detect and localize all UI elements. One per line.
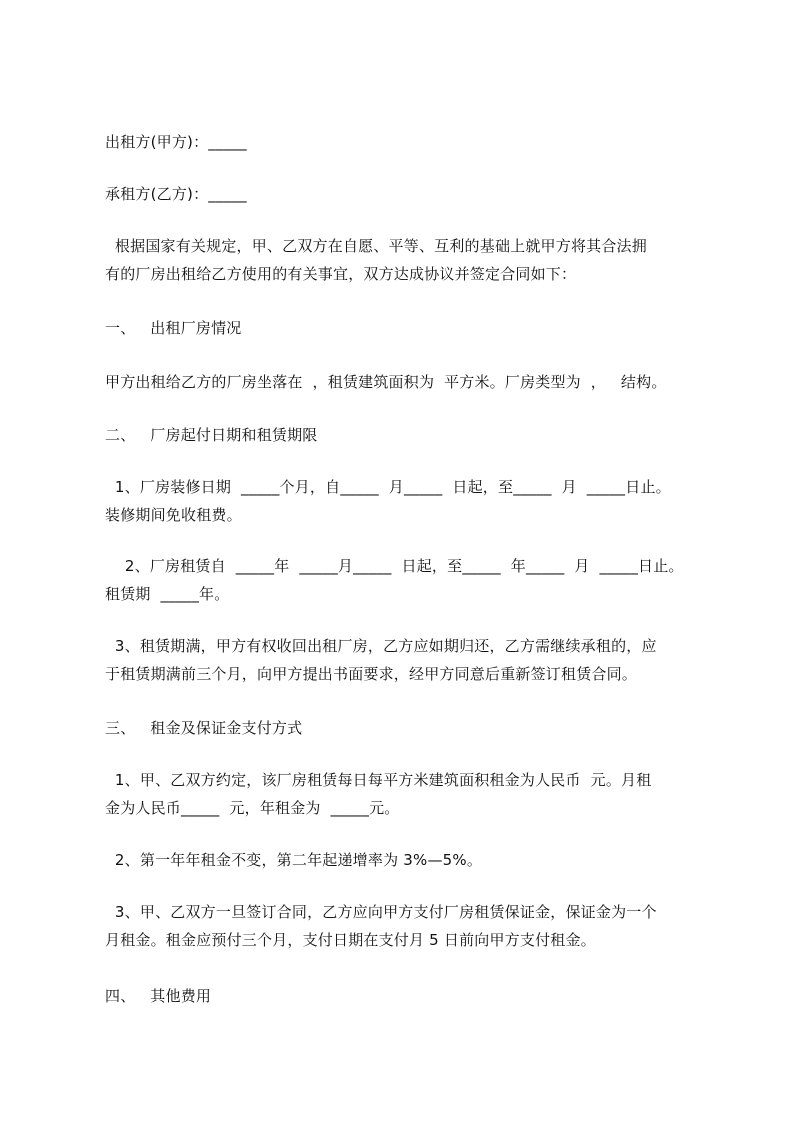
section-1-text: 甲方出租给乙方的厂房坐落在 ，租赁建筑面积为 平方米。厂房类型为 ， 结构。 [105, 373, 667, 391]
section-2-item-1 [105, 473, 715, 529]
section-3-item-3-line-2: 月租金。租金应预付三个月，支付日期在支付月 5 日前向甲方支付租金。 [105, 931, 596, 949]
section-2-item-1-line-2: 装修期间免收租费。 [105, 506, 242, 524]
section-3-item-1-line-2: 金为人民币_____ 元，年租金为 _____元。 [105, 799, 400, 817]
preamble-paragraph [105, 232, 715, 288]
section-2-item-1-line-1: 1、厂房装修日期 _____个月，自_____ 月_____ 日起，至_____ 月 _____日止。 [105, 478, 671, 496]
section-2-heading: 二、 厂房起付日期和租赁期限 [105, 426, 318, 444]
section-3-item-3-line-1: 3、甲、乙双方一旦签订合同，乙方应向甲方支付厂房租赁保证金，保证金为一个 [105, 903, 657, 921]
lessor-line: 出租方(甲方)：_____ [105, 133, 247, 151]
preamble-line-2: 有的厂房出租给乙方使用的有关事宜，双方达成协议并签定合同如下： [105, 265, 577, 283]
section-2-item-3-line-2: 于租赁期满前三个月，向甲方提出书面要求，经甲方同意后重新签订租赁合同。 [105, 665, 638, 683]
section-3-item-1 [105, 766, 715, 822]
section-1-heading: 一、 出租厂房情况 [105, 319, 242, 337]
lessee-line: 承租方(乙方)：_____ [105, 185, 247, 203]
section-2-item-2-line-1: 2、厂房租赁自 _____年 _____月_____ 日起，至_____ 年_____ 月 _____日止。 [105, 557, 684, 575]
section-2-item-3 [105, 632, 715, 688]
preamble-line-1: 根据国家有关规定，甲、乙双方在自愿、平等、互利的基础上就甲方将其合法拥 [105, 237, 647, 255]
section-3-item-2: 2、第一年年租金不变，第二年起递增率为 3%—5%。 [105, 851, 483, 869]
section-3-heading: 三、 租金及保证金支付方式 [105, 719, 303, 737]
section-3-item-1-line-1: 1、甲、乙双方约定，该厂房租赁每日每平方米建筑面积租金为人民币 元。月租 [105, 771, 652, 789]
section-2-item-2 [105, 552, 715, 608]
section-3-item-3 [105, 898, 715, 954]
section-2-item-3-line-1: 3、租赁期满，甲方有权收回出租厂房，乙方应如期归还，乙方需继续承租的，应 [105, 637, 657, 655]
section-2-item-2-line-2: 租赁期 _____年。 [105, 585, 230, 603]
section-4-heading: 四、 其他费用 [105, 987, 212, 1005]
